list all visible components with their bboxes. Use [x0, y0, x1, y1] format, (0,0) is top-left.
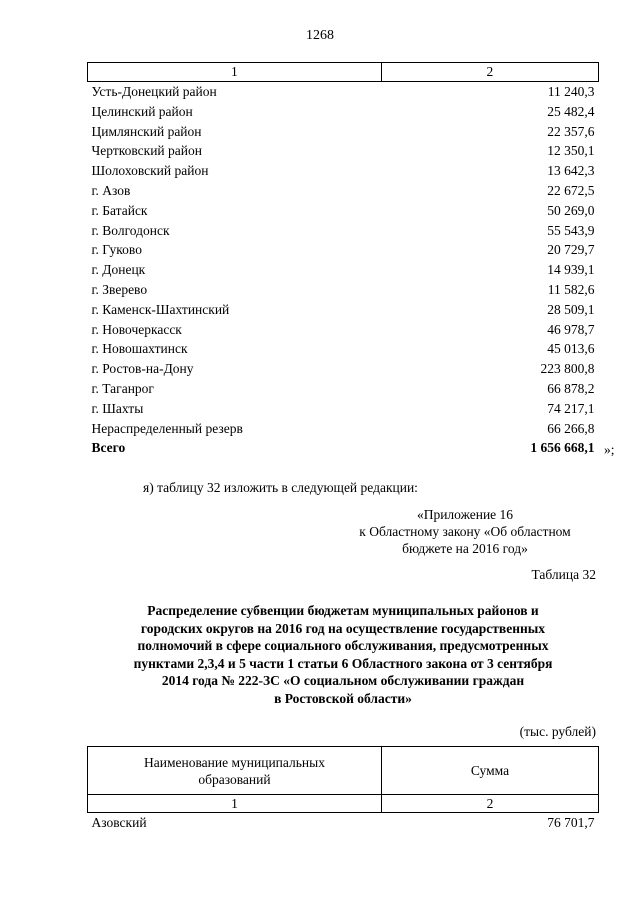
municipality-name: г. Азов — [91, 182, 131, 198]
title-line: Распределение субвенции бюджетам муниципальных районов и — [147, 603, 539, 618]
total-amount: 1 656 668,1 — [530, 440, 595, 456]
municipality-name: г. Волгодонск — [91, 222, 170, 238]
municipality-name: г. Батайск — [91, 202, 148, 218]
appendix-reference — [330, 506, 600, 557]
page-number: 1268 — [306, 28, 334, 43]
table-row — [88, 201, 599, 221]
column-number-2: 2 — [382, 795, 599, 813]
appendix-line: бюджете на 2016 год» — [402, 541, 528, 556]
subvention-table-32 — [87, 746, 599, 833]
municipality-name: Шолоховский район — [91, 163, 209, 179]
subvention-table-continued — [87, 62, 599, 458]
table-row — [88, 221, 599, 241]
table-row — [88, 339, 599, 359]
column-number-1: 1 — [88, 795, 382, 813]
municipality-name: г. Новочеркасск — [91, 321, 182, 337]
table-row — [88, 122, 599, 142]
subvention-amount: 223 800,8 — [540, 361, 595, 377]
unit-label: (тыс. рублей) — [519, 724, 596, 739]
table-row — [88, 399, 599, 419]
municipality-name: г. Шахты — [91, 400, 144, 416]
municipality-name: г. Таганрог — [91, 380, 154, 396]
table-row — [88, 82, 599, 102]
table-row — [88, 300, 599, 320]
title-line: 2014 года № 222-ЗС «О социальном обслуживании граждан — [161, 673, 525, 689]
title-line: пунктами 2,3,4 и 5 части 1 статьи 6 Областного закона от 3 сентября — [133, 655, 553, 671]
municipality-name: Целинский район — [91, 103, 193, 119]
municipality-name: Нераспределенный резерв — [91, 420, 243, 436]
total-label: Всего — [91, 440, 126, 456]
subvention-amount: 28 509,1 — [547, 301, 595, 317]
table-title — [87, 602, 599, 708]
closing-quote: »; — [604, 442, 615, 457]
subvention-amount: 66 878,2 — [547, 380, 595, 396]
column-number-1: 1 — [88, 63, 382, 82]
municipality-name: г. Гуково — [91, 242, 142, 258]
column-number-2: 2 — [381, 63, 598, 82]
subvention-amount: 25 482,4 — [547, 103, 595, 119]
title-line: городских округов на 2016 год на осуществление государственных — [140, 620, 546, 636]
subvention-amount: 74 217,1 — [547, 400, 595, 416]
instruction-text: я) таблицу 32 изложить в следующей редакции: — [143, 480, 418, 495]
subvention-amount: 12 350,1 — [547, 143, 595, 159]
municipality-name: г. Зверево — [91, 281, 148, 297]
subvention-amount: 66 266,8 — [547, 420, 595, 436]
municipality-name: Азовский — [91, 815, 147, 830]
municipality-name: г. Донецк — [91, 262, 146, 278]
header-municipality: Наименование муниципальных образований — [88, 747, 382, 795]
subvention-amount: 11 240,3 — [547, 84, 595, 99]
table-row — [88, 359, 599, 379]
header-sum: Сумма — [382, 747, 599, 795]
table-row — [88, 379, 599, 399]
subvention-amount: 45 013,6 — [547, 341, 595, 357]
subvention-amount: 22 672,5 — [547, 182, 595, 198]
total-row — [88, 438, 599, 458]
table-row — [88, 320, 599, 340]
municipality-name: Цимлянский район — [91, 123, 202, 139]
table-row — [88, 419, 599, 439]
table-label: Таблица 32 — [531, 567, 596, 582]
subvention-amount: 50 269,0 — [547, 202, 595, 218]
municipality-name: г. Ростов-на-Дону — [91, 361, 194, 377]
table-row — [88, 102, 599, 122]
subvention-amount: 22 357,6 — [547, 123, 595, 139]
table-row — [88, 280, 599, 300]
table-row — [88, 813, 599, 834]
table-row — [88, 181, 599, 201]
appendix-line: к Областному закону «Об областном — [359, 524, 571, 539]
subvention-amount: 20 729,7 — [547, 242, 595, 258]
subvention-amount: 14 939,1 — [547, 262, 595, 278]
municipality-name: г. Новошахтинск — [91, 341, 188, 357]
table-row — [88, 260, 599, 280]
subvention-amount: 46 978,7 — [547, 321, 595, 337]
municipality-name: г. Каменск-Шахтинский — [91, 301, 230, 317]
title-line: полномочий в сфере социального обслуживания, предусмотренных — [137, 638, 549, 654]
table-row — [88, 141, 599, 161]
municipality-name: Чертковский район — [91, 143, 202, 159]
title-line: в Ростовской области» — [274, 690, 412, 706]
subvention-amount: 13 642,3 — [547, 163, 595, 179]
table-row — [88, 161, 599, 181]
subvention-amount: 76 701,7 — [547, 815, 595, 830]
table-column-numbers — [88, 63, 599, 82]
subvention-amount: 11 582,6 — [547, 281, 595, 297]
appendix-line: «Приложение 16 — [416, 507, 514, 522]
municipality-name: Усть-Донецкий район — [91, 84, 217, 99]
table-row — [88, 240, 599, 260]
subvention-amount: 55 543,9 — [547, 222, 595, 238]
